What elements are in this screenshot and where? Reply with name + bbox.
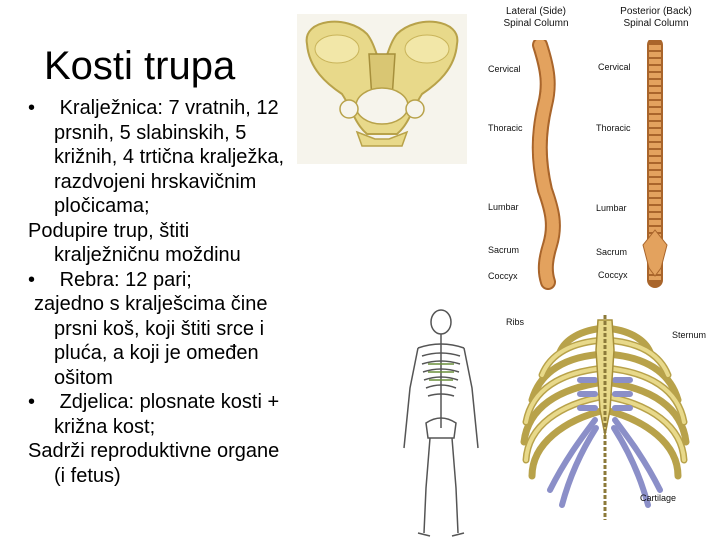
lateral-header-line: Lateral (Side) [505,6,567,17]
bullet-ribs [0,268,345,293]
posterior-label-lumbar: Lumbar [596,203,627,213]
bullet-pelvis-line: križna kost; [54,415,156,438]
bullet-spine-line: križnih, 4 trtična kralježka, [54,146,285,168]
bullet-pelvis-line: Zdjelica: plosnate kosti + [59,391,280,413]
lateral-label-thoracic: Thoracic [488,123,523,133]
posterior-label-thoracic: Thoracic [596,123,631,133]
bullet-spine [0,96,345,219]
posterior-label-sacrum: Sacrum [596,247,628,257]
ribs-function-line: prsni koš, koji štiti srce i [54,317,265,340]
posterior-header-line: Posterior (Back) [620,6,692,17]
spine-function-line: Podupire trup, štiti [28,219,190,242]
pelvis-function-text [0,439,345,488]
posterior-header [606,6,706,30]
bullet-spine-line: pločicama; [54,195,150,217]
lateral-label-coccyx: Coccyx [488,271,518,281]
ribcage-figure [490,300,720,540]
lateral-header [490,6,582,30]
bullet-pelvis [0,390,345,439]
lateral-spine-image [520,40,580,290]
spine-function-line: kralježničnu moždinu [54,244,241,266]
posterior-label-coccyx: Coccyx [598,270,628,280]
ribs-function-line: ošitom [54,366,113,389]
slide-title: Kosti trupa [44,44,236,88]
ribs-function-line: pluća, a koji je omeđen [54,342,259,364]
slide-body [0,96,345,488]
ribs-label: Ribs [506,317,525,327]
posterior-label-cervical: Cervical [598,62,631,72]
bullet-spine-line: razdvojeni hrskavičnim [54,170,257,193]
posterior-header-line: Spinal Column [623,18,689,29]
ribs-function-line: zajedno s kralješcima čine [34,293,268,315]
spine-function-text [0,219,345,268]
sternum-label: Sternum [672,330,707,340]
pelvis-function-line: (i fetus) [54,464,121,487]
spine-figure [480,0,720,290]
bullet-ribs-line: Rebra: 12 pari; [59,268,192,291]
lateral-header-line: Spinal Column [503,18,569,29]
cartilage-label: Cartilage [640,493,677,503]
lateral-label-sacrum: Sacrum [488,245,520,255]
ribs-function-text [0,292,345,390]
pelvis-function-line: Sadrži reproduktivne organe [28,440,280,462]
lateral-label-lumbar: Lumbar [488,202,519,212]
bullet-spine-line: Kralježnica: 7 vratnih, 12 [59,97,279,119]
skeleton-image [398,308,484,540]
posterior-spine-image [635,40,675,290]
bullet-spine-line: prsnih, 5 slabinskih, 5 [54,121,247,144]
lateral-label-cervical: Cervical [488,64,521,74]
